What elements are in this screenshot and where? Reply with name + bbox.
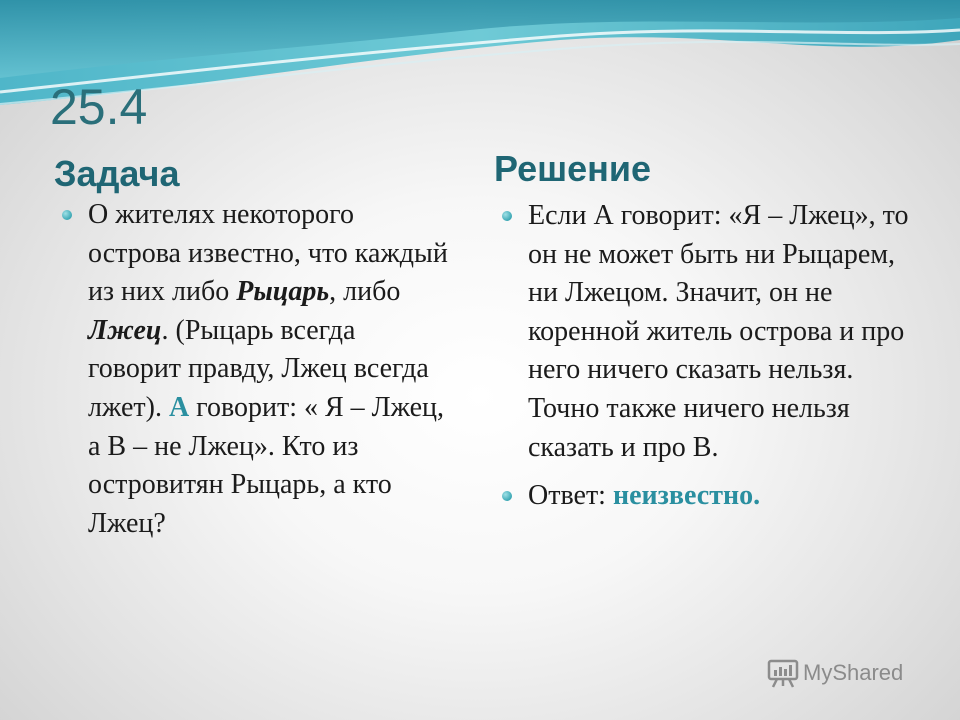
task-heading: Задача [54, 153, 180, 194]
task-text-part: О жителях некоторого острова известно, что каждый из них либо [88, 199, 448, 308]
answer-value: неизвестно. [612, 480, 761, 512]
task-text-part: говорит: « Я – Лжец, а В – не Лжец». Кто из островитян Рыцарь, а кто Лжец? [88, 391, 445, 539]
slide-number: 25.4 [50, 79, 148, 135]
liar-term: Лжец [88, 314, 162, 346]
answer-item [502, 477, 922, 516]
watermark [767, 658, 903, 688]
bullet-icon [502, 211, 512, 221]
bullet-icon [62, 210, 72, 220]
task-item [62, 196, 452, 543]
presentation-icon [767, 658, 799, 688]
answer-label: Ответ: [528, 480, 613, 512]
knight-term: Рыцарь [236, 276, 330, 308]
solution-item [502, 197, 922, 467]
task-text-part: . (Рыцарь всегда говорит правду, Лжец всегда лжет). [88, 314, 429, 423]
solution-heading: Решение [494, 148, 652, 189]
person-a-label: А [168, 391, 190, 423]
solution-text: Если А говорит: «Я – Лжец», то он не может быть ни Рыцарем, ни Лжецом. Значит, он не коренной житель острова и про него ничего сказать нельзя. Точно также ничего нельзя сказать и про В. [528, 200, 909, 463]
solution-column [502, 197, 922, 516]
task-text-part: , либо [329, 276, 401, 308]
watermark-text: MyShared [803, 660, 904, 685]
task-column [62, 196, 452, 543]
bullet-icon [502, 491, 512, 501]
